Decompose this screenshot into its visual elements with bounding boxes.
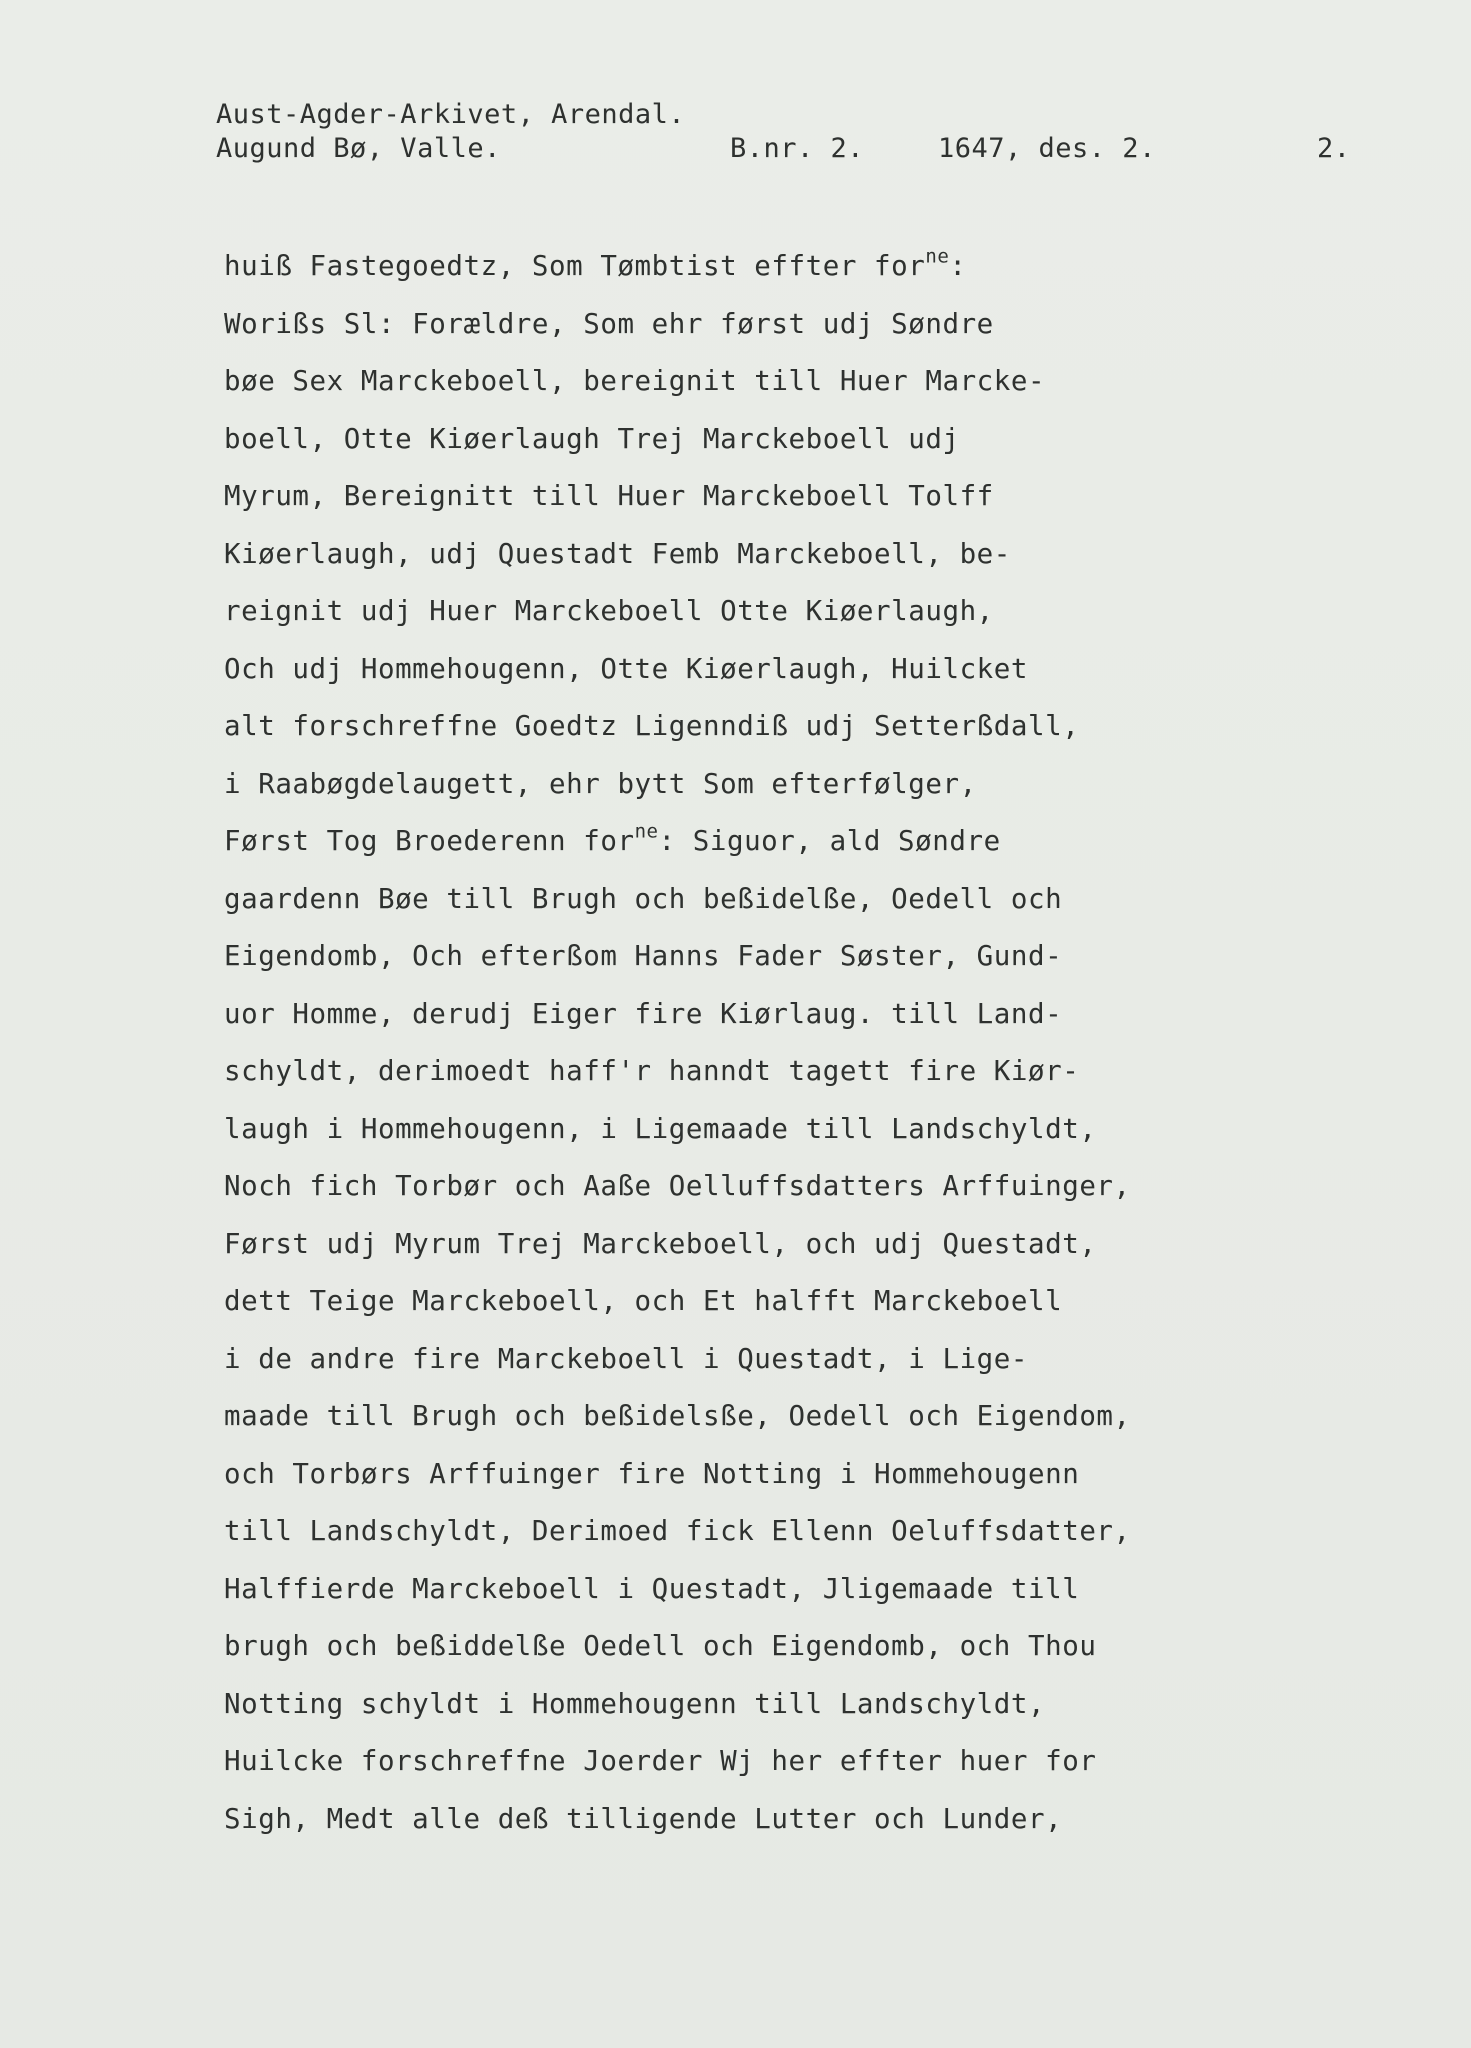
text-line [224, 1273, 1224, 1331]
line-text: Huilcke forschreffne Joerder Wj her effter huer for [224, 1745, 1097, 1777]
text-line [224, 1676, 1224, 1734]
line-text: Myrum, Bereignitt till Huer Marckeboell Tolff [224, 480, 994, 512]
line-text: Och udj Hommehougenn, Otte Kiøerlaugh, Huilcket [224, 652, 1029, 685]
line-text: huiß Fastegoedtz, Som Tømbtist effter for [224, 250, 926, 282]
text-line [224, 238, 1224, 296]
line-text: dett Teige Marckeboell, och Et halfft Marckeboell [224, 1285, 1063, 1317]
line-text: Halffierde Marckeboell i Questadt, Jligemaade till [224, 1572, 1080, 1605]
text-line [224, 1101, 1224, 1159]
line-text: och Torbørs Arffuinger fire Notting i Hommehougenn [224, 1457, 1080, 1490]
line-text: boell, Otte Kiøerlaugh Trej Marckeboell udj [224, 422, 960, 455]
line-text: laugh i Hommehougenn, i Ligemaade till Landschyldt, [224, 1112, 1097, 1145]
text-line [224, 1216, 1224, 1274]
line-text: Kiøerlaugh, udj Questadt Femb Marckeboell, be- [224, 537, 1011, 570]
text-line [224, 641, 1224, 699]
archive-name: Aust-Agder-Arkivet, Arendal. [216, 99, 686, 130]
line-text: Sigh, Medt alle deß tilligende Lutter och Lunder, [224, 1802, 1063, 1835]
text-line [224, 583, 1224, 641]
line-text: gaardenn Bøe till Brugh och beßidelße, Oedell och [224, 882, 1063, 915]
line-text-continued: : [949, 250, 967, 282]
text-line [224, 986, 1224, 1044]
header-row-2 [216, 132, 1351, 166]
line-text: till Landschyldt, Derimoed fick Ellenn Oeluffsdatter, [224, 1515, 1131, 1547]
text-line [224, 353, 1224, 411]
line-text: Worißs Sl: Forældre, Som ehr først udj Søndre [224, 307, 994, 340]
line-text-continued: : Siguor, ald Søndre [658, 825, 1001, 857]
text-line [224, 411, 1224, 469]
document-number: B.nr. 2. [730, 133, 865, 164]
text-line [224, 1388, 1224, 1446]
line-text: Noch fich Torbør och Aaße Oelluffsdatters Arffuinger, [224, 1170, 1131, 1202]
line-text: brugh och beßiddelße Oedell och Eigendomb, och Thou [224, 1630, 1097, 1662]
transcription-body [224, 238, 1224, 1848]
text-line [224, 468, 1224, 526]
text-line [224, 813, 1224, 871]
line-text: uor Homme, derudj Eiger fire Kiørlaug. till Land- [224, 997, 1063, 1030]
line-text: reignit udj Huer Marckeboell Otte Kiøerlaugh, [224, 595, 994, 627]
line-text: Notting schyldt i Hommehougenn till Landschyldt, [224, 1687, 1046, 1720]
text-line [224, 1503, 1224, 1561]
text-line [224, 698, 1224, 756]
text-line [224, 1618, 1224, 1676]
line-text: Først udj Myrum Trej Marckeboell, och udj Questadt, [224, 1227, 1097, 1260]
text-line [224, 1791, 1224, 1849]
document-header [216, 98, 1351, 166]
line-text: maade till Brugh och beßidelsße, Oedell och Eigendom, [224, 1400, 1131, 1432]
text-line [224, 1331, 1224, 1389]
line-text: schyldt, derimoedt haff'r hanndt tagett fire Kiør- [224, 1055, 1080, 1087]
line-text: bøe Sex Marckeboell, bereignit till Huer Marcke- [224, 365, 1046, 397]
text-line [224, 1561, 1224, 1619]
text-line [224, 526, 1224, 584]
line-text: i Raabøgdelaugett, ehr bytt Som efterfølger, [224, 767, 977, 800]
text-line [224, 871, 1224, 929]
superscript-abbreviation: ne [925, 245, 950, 268]
line-text: Først Tog Broederenn for [224, 825, 635, 857]
text-line [224, 1158, 1224, 1216]
page-number: 2. [1317, 133, 1351, 164]
header-row-1 [216, 98, 1336, 132]
document-date: 1647, des. 2. [938, 133, 1156, 164]
superscript-abbreviation: ne [634, 820, 659, 843]
line-text: i de andre fire Marckeboell i Questadt, i Lige- [224, 1342, 1029, 1375]
text-line [224, 1733, 1224, 1791]
text-line [224, 928, 1224, 986]
line-text: alt forschreffne Goedtz Ligenndiß udj Setterßdall, [224, 710, 1080, 742]
person-place: Augund Bø, Valle. [216, 133, 501, 164]
line-text: Eigendomb, Och efterßom Hanns Fader Søster, Gund- [224, 940, 1063, 972]
text-line [224, 296, 1224, 354]
text-line [224, 1043, 1224, 1101]
text-line [224, 756, 1224, 814]
text-line [224, 1446, 1224, 1504]
